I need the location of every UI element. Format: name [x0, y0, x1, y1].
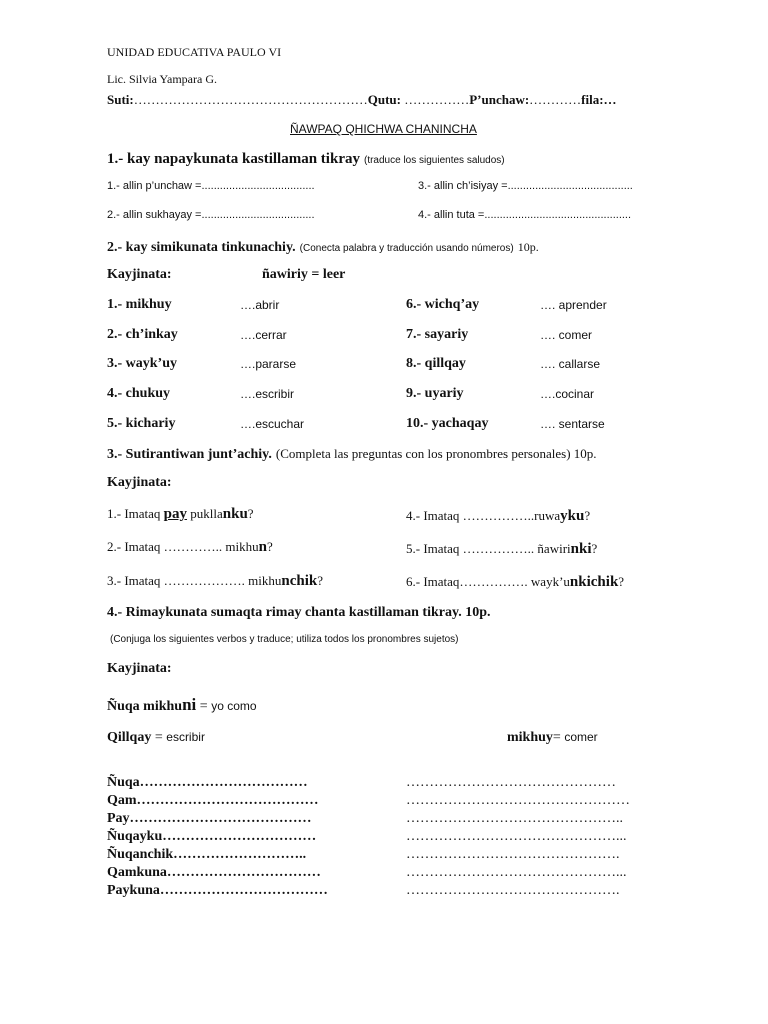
translation-blank[interactable]: ……………………………………… — [406, 775, 616, 790]
question-text: puklla — [187, 506, 223, 521]
match-word: 4.- chukuy — [107, 386, 171, 401]
punchaw-label: P’unchaw: — [469, 92, 530, 107]
verb-translation: comer — [564, 730, 598, 744]
translation-blank[interactable]: ………………………………………... — [406, 829, 627, 844]
match-translation[interactable]: …. comer — [540, 328, 593, 342]
section3-example-label: Kayjinata: — [107, 475, 172, 490]
verb-suffix: nki — [570, 541, 592, 557]
example-translation: yo como — [211, 699, 257, 713]
question-text: 4.- Imataq ……………..ruwa — [406, 508, 561, 523]
question-text: 5.- Imataq …………….. ñawiri — [406, 541, 571, 556]
example-equals: = — [196, 699, 212, 714]
match-translation[interactable]: ….abrir — [240, 298, 280, 312]
pronoun-row[interactable]: Ñuqa……………………………… — [107, 775, 308, 790]
match-translation[interactable]: ….pararse — [240, 357, 297, 371]
match-word: 5.- kichariy — [107, 416, 176, 431]
question-text: 3.- Imataq ………………. mikhu — [107, 573, 282, 588]
example-pronoun: pay — [163, 506, 188, 522]
question-4[interactable] — [406, 508, 590, 525]
match-word: 6.- wichq’ay — [406, 297, 480, 312]
conjugation-example — [107, 695, 257, 715]
question-2[interactable] — [107, 539, 273, 556]
match-word: 10.- yachaqay — [406, 416, 489, 431]
translation-blank[interactable]: ……………………………………….. — [406, 811, 623, 826]
match-word: 2.- ch’inkay — [107, 327, 178, 342]
section4-example-label: Kayjinata: — [107, 661, 172, 676]
page-title: ÑAWPAQ QHICHWA CHANINCHA — [290, 122, 477, 136]
section2-example-label: Kayjinata: — [107, 267, 172, 282]
greeting-item-1[interactable]: 1.- allin p’unchaw =..................................... — [107, 180, 315, 192]
match-translation[interactable]: …. callarse — [540, 357, 601, 371]
pronoun-row[interactable]: Qam………………………………… — [107, 793, 319, 808]
match-translation[interactable]: ….cerrar — [240, 328, 287, 342]
qutu-label: Qutu: — [367, 92, 401, 107]
suti-blank[interactable]: ……………………………………………… — [133, 92, 368, 107]
section3-heading — [107, 445, 597, 463]
suti-label: Suti: — [107, 92, 134, 107]
pronoun-row[interactable]: Ñuqayku…………………………… — [107, 829, 317, 844]
section3-note: (Completa las preguntas con los pronombres personales) 10p. — [275, 446, 597, 461]
question-6[interactable] — [406, 574, 624, 591]
school-name: UNIDAD EDUCATIVA PAULO VI — [107, 45, 282, 59]
match-translation[interactable]: ….escuchar — [240, 417, 305, 431]
section2-note: (Conecta palabra y traducción usando números) — [299, 243, 514, 254]
verb-suffix: n — [258, 539, 267, 555]
question-text: 6.- Imataq……………. wayk’u — [406, 574, 570, 589]
section4-note: (Conjuga los siguientes verbos y traduce; utiliza todos los pronombres sujetos) — [110, 634, 459, 645]
verb-qillqay — [107, 728, 205, 746]
question-mark: ? — [317, 573, 324, 588]
translation-blank[interactable]: ………………………………………. — [406, 883, 620, 898]
question-5[interactable] — [406, 541, 597, 558]
teacher-name: Lic. Silvia Yampara G. — [107, 72, 217, 86]
verb-suffix: yku — [560, 508, 585, 524]
pronoun-row[interactable]: Qamkuna…………………………… — [107, 865, 321, 880]
question-mark: ? — [591, 541, 598, 556]
question-3[interactable] — [107, 573, 323, 590]
section2-heading — [107, 238, 539, 256]
match-word: 8.- qillqay — [406, 356, 466, 371]
pronoun-row[interactable]: Ñuqanchik……………………….. — [107, 847, 307, 862]
verb-equals: = — [552, 730, 565, 745]
section4-heading: 4.- Rimaykunata sumaqta rimay chanta kastillaman tikray. 10p. — [107, 605, 491, 620]
verb-word: Qillqay — [107, 730, 152, 745]
fila-label: fila:… — [581, 92, 617, 107]
section3-title: 3.- Sutirantiwan junt’achiy. — [107, 447, 272, 462]
match-word: 1.- mikhuy — [107, 297, 172, 312]
section2-points: 10p. — [517, 240, 539, 254]
translation-blank[interactable]: ………………………………………… — [406, 793, 630, 808]
section2-title: 2.- kay simikunata tinkunachiy. — [107, 240, 296, 255]
example-suffix: ni — [182, 695, 197, 714]
translation-blank[interactable]: ………………………………………... — [406, 865, 627, 880]
match-word: 9.- uyariy — [406, 386, 464, 401]
question-text: 1.- Imataq — [107, 506, 164, 521]
pronoun-row[interactable]: Pay………………………………… — [107, 811, 312, 826]
match-translation[interactable]: …. aprender — [540, 298, 607, 312]
translation-blank[interactable]: ………………………………………. — [406, 847, 620, 862]
student-info-line — [107, 92, 617, 108]
punchaw-blank[interactable]: ………… — [529, 92, 582, 107]
match-translation[interactable]: ….cocinar — [540, 387, 595, 401]
section1-title: 1.- kay napaykunata kastillaman tikray — [107, 151, 360, 167]
verb-word: mikhuy — [507, 730, 553, 745]
question-1[interactable] — [107, 506, 254, 523]
verb-suffix: nku — [222, 506, 248, 522]
pronoun-row[interactable]: Paykuna……………………………… — [107, 883, 328, 898]
qutu-blank[interactable]: …………… — [404, 92, 470, 107]
match-word: 7.- sayariy — [406, 327, 469, 342]
greeting-item-2[interactable]: 2.- allin sukhayay =..................................... — [107, 209, 315, 221]
section1-note: (traduce los siguientes saludos) — [363, 155, 505, 166]
verb-suffix: nkichik — [569, 574, 619, 590]
question-mark: ? — [618, 574, 625, 589]
section1-heading — [107, 150, 505, 168]
question-mark: ? — [267, 539, 273, 554]
verb-suffix: nchik — [281, 573, 318, 589]
example-verb: Ñuqa mikhu — [107, 699, 183, 714]
question-mark: ? — [247, 506, 254, 521]
section2-example: ñawiriy = leer — [262, 267, 346, 282]
greeting-item-3[interactable]: 3.- allin ch’isiyay =......................................... — [418, 180, 633, 192]
verb-mikhuy — [507, 728, 598, 746]
verb-equals: = — [151, 730, 167, 745]
verb-translation: escribir — [166, 730, 205, 744]
question-mark: ? — [584, 508, 591, 523]
question-text: 2.- Imataq ………….. mikhu — [107, 539, 259, 554]
match-translation[interactable]: …. sentarse — [540, 417, 605, 431]
match-translation[interactable]: ….escribir — [240, 387, 295, 401]
match-word: 3.- wayk’uy — [107, 356, 178, 371]
greeting-item-4[interactable]: 4.- allin tuta =................................................ — [418, 209, 632, 221]
